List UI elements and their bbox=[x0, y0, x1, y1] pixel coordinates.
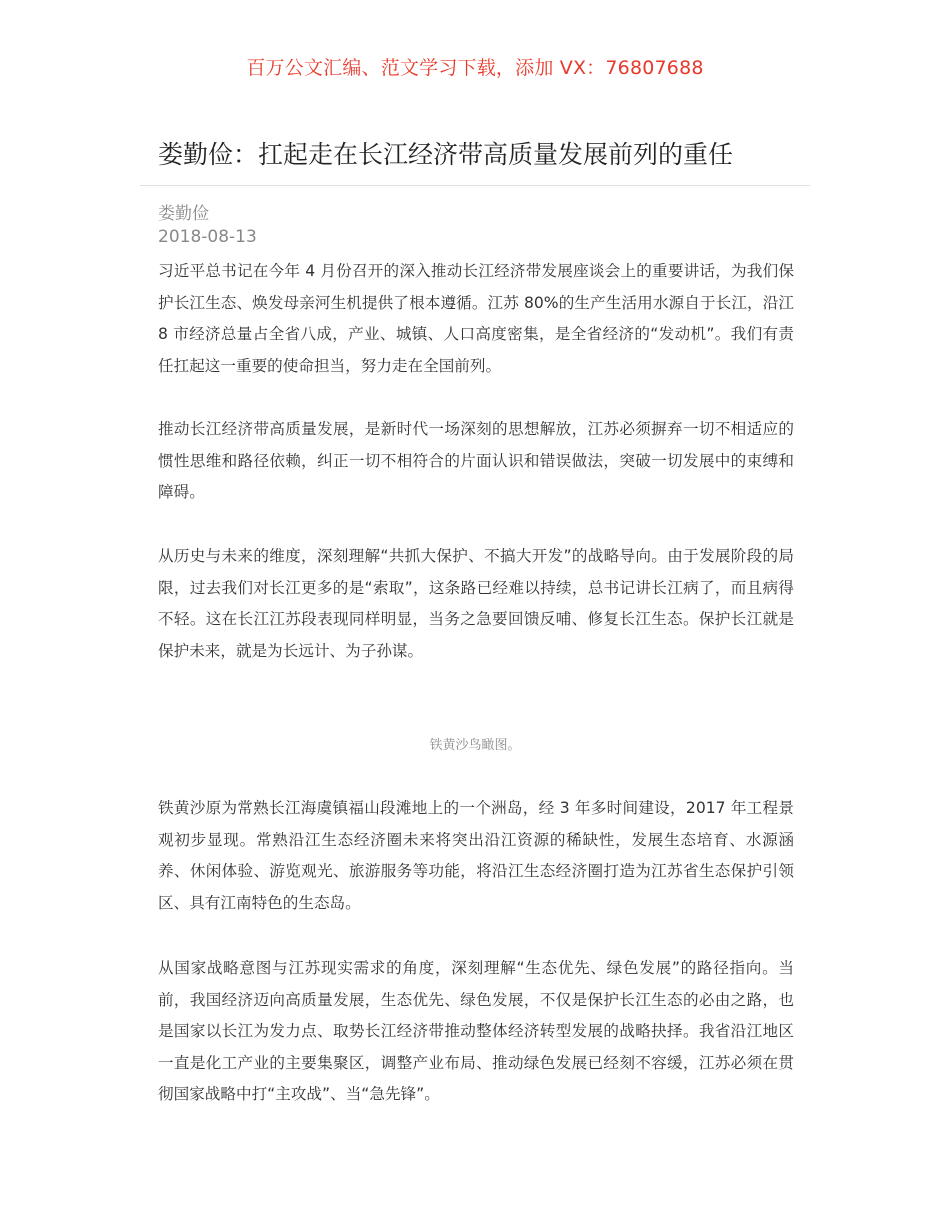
article-paragraph-4: 铁黄沙原为常熟长江海虞镇福山段滩地上的一个洲岛，经 3 年多时间建设，2017 年工程景观初步显现。常熟沿江生态经济圈未来将突出沿江资源的稀缺性，发展生态培育、水源涵养、休闲体验、游览观光、旅游服务等功能，将沿江生态经济圈打造为江苏省生态保护引领区、具有江南特色的生态岛。 bbox=[158, 799, 794, 912]
article-paragraph-1: 习近平总书记在今年 4 月份召开的深入推动长江经济带发展座谈会上的重要讲话，为我们保护长江生态、焕发母亲河生机提供了根本遵循。江苏 80%的生产生活用水源自于长江，沿江 8 市经济总量占全省八成，产业、城镇、人口高度密集，是全省经济的“发动机”。我们有责任扛起这一重要的使命担当，努力走在全国前列。 bbox=[158, 262, 794, 375]
article-paragraph-5: 从国家战略意图与江苏现实需求的角度，深刻理解“生态优先、绿色发展”的路径指向。当前，我国经济迈向高质量发展，生态优先、绿色发展，不仅是保护长江生态的必由之路，也是国家以长江为发力点、取势长江经济带推动整体经济转型发展的战略抉择。我省沿江地区一直是化工产业的主要集聚区，调整产业布局、推动绿色发展已经刻不容缓，江苏必须在贯彻国家战略中打“主攻战”、当“急先锋”。 bbox=[158, 959, 794, 1103]
article-paragraph-2: 推动长江经济带高质量发展，是新时代一场深刻的思想解放，江苏必须摒弃一切不相适应的惯性思维和路径依赖，纠正一切不相符合的片面认识和错误做法，突破一切发展中的束缚和障碍。 bbox=[158, 420, 794, 501]
image-caption: 铁黄沙鸟瞰图。 bbox=[429, 738, 521, 753]
promo-banner: 百万公文汇编、范文学习下载，添加 VX：76807688 bbox=[246, 57, 704, 79]
title-divider bbox=[140, 185, 810, 186]
article-title: 娄勤俭：扛起走在长江经济带高质量发展前列的重任 bbox=[158, 140, 734, 169]
article-author: 娄勤俭 bbox=[158, 204, 209, 224]
article-date: 2018-08-13 bbox=[158, 227, 257, 247]
article-paragraph-3: 从历史与未来的维度，深刻理解“共抓大保护、不搞大开发”的战略导向。由于发展阶段的局限，过去我们对长江更多的是“索取”，这条路已经难以持续，总书记讲长江病了，而且病得不轻。这在长江江苏段表现同样明显，当务之急要回馈反哺、修复长江生态。保护长江就是保护未来，就是为长远计、为子孙谋。 bbox=[158, 547, 794, 660]
